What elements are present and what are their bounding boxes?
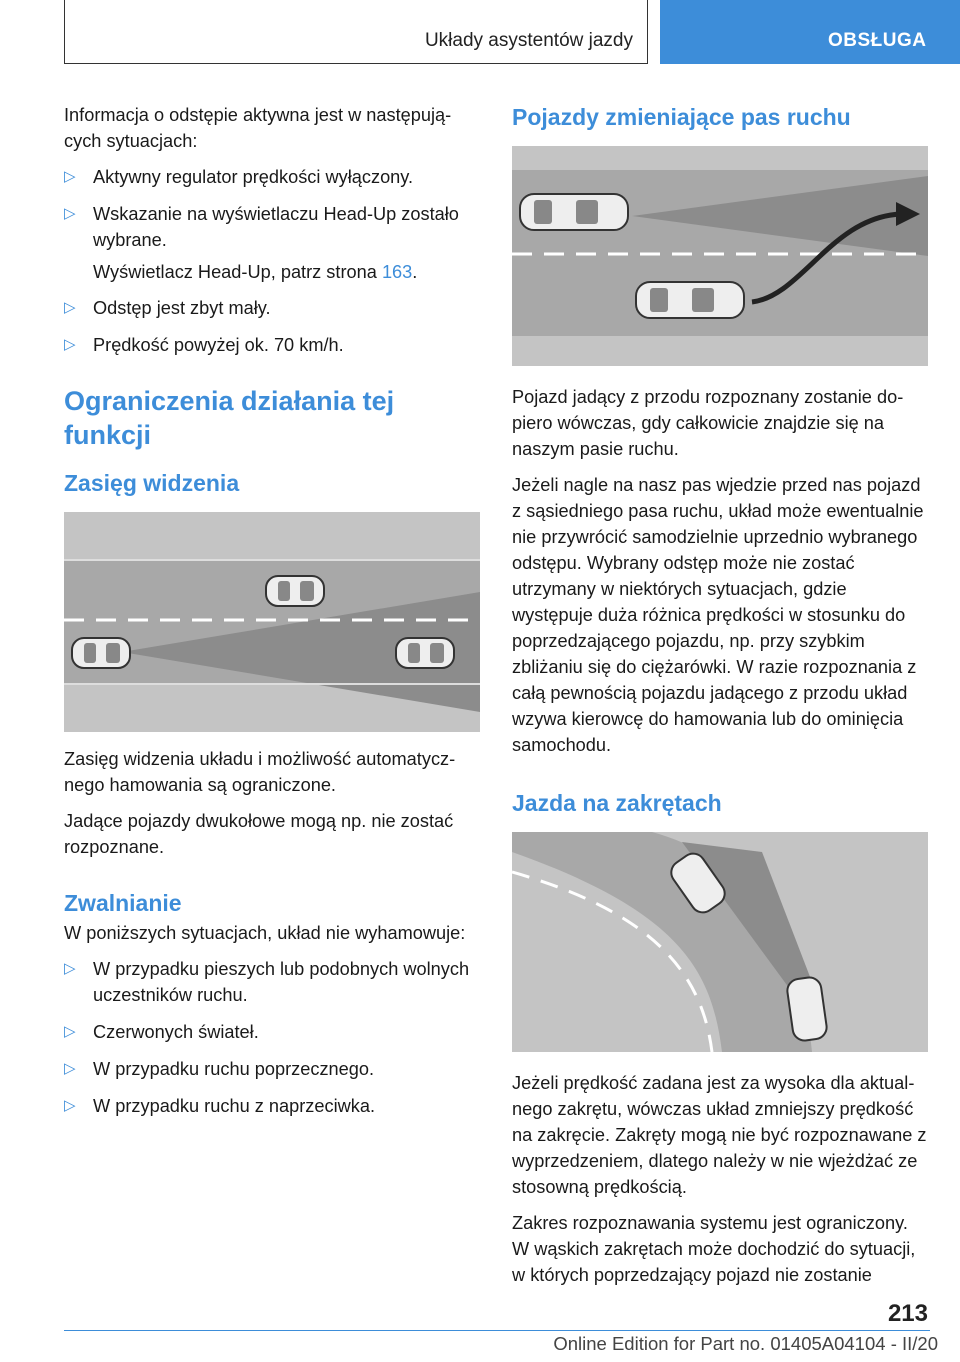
subsection-heading: Pojazdy zmieniające pas ruchu (512, 104, 851, 130)
subsection-heading: Zasięg widzenia (64, 470, 240, 496)
cross-reference: Wyświetlacz Head-Up, patrz strona 163. (93, 262, 418, 282)
range-paragraph-2: Jadące pojazdy dwukołowe mogą np. nie zostać rozpoznane. (64, 811, 454, 857)
subsection-heading: Jazda na zakrętach (512, 790, 722, 816)
curves-paragraph-2: Zakres rozpoznawania systemu jest ograniczony. W wąskich zakrętach może dochodzić do sytuacji, w których poprzedzający pojazd nie zostanie (512, 1213, 916, 1285)
list-item: ▷ Prędkość powyżej ok. 70 km/h. (64, 332, 480, 358)
distance-info-list (64, 164, 480, 253)
lane-paragraph-2: Jeżeli nagle na nasz pas wjedzie przed nas pojazd z sąsiedniego pasa ruchu, układ może ewentualnie nie przywrócić samodzielnie uprzednio wybranego odstępu. Wybrany odstęp może nie zostać utrzymany w niektórych sytuacjach, gdzie występuje duża różnica prędkości w stosunku do poprzedzającego pojazdu, np. przy szybkim zbliżaniu się do ciężarówki. W razie rozpoznania z całą pewnością pojazdu jadącego z przodu układ wzywa kierowcę do hamowania lub do ominięcia samochodu. (512, 475, 924, 755)
list-item: ▷ W przypadku pieszych lub podobnych wolnych uczestników ruchu. (64, 956, 480, 1008)
lane-paragraph-1: Pojazd jadący z przodu rozpoznany zostanie dopiero wówczas, gdy całkowicie znajdzie się na naszym pasie ruchu. (512, 387, 904, 459)
triangle-bullet-icon: ▷ (64, 1023, 76, 1040)
car-icon (266, 576, 324, 606)
list-item: ▷ W przypadku ruchu poprzecznego. (64, 1056, 480, 1082)
section-heading: Ograniczenia działania tej funkcji (64, 386, 395, 450)
curve-driving-illustration (512, 832, 928, 1052)
braking-list (64, 956, 480, 1119)
list-item: ▷ Odstęp jest zbyt mały. (64, 295, 480, 321)
page-link[interactable]: 163 (381, 262, 413, 282)
triangle-bullet-icon: ▷ (64, 205, 76, 222)
curves-paragraph-1: Jeżeli prędkość zadana jest za wysoka dla aktualnego zakrętu, wówczas układ zmniejszy prędkość na zakręcie. Zakręty mogą nie być rozpoznawane z wyprzedzeniem, dlatego należy w nie wjeżdżać ze stosowną prędkością. (512, 1073, 927, 1197)
header-title: Układy asystentów jazdy (424, 30, 633, 51)
triangle-bullet-icon: ▷ (64, 168, 76, 185)
car-icon (636, 282, 744, 318)
car-icon (396, 638, 454, 668)
list-item: ▷ Czerwonych świateł. (64, 1019, 480, 1045)
car-icon (520, 194, 628, 230)
distance-info-list-continued (64, 295, 480, 358)
subsection-heading: Zwalnianie (64, 890, 182, 916)
triangle-bullet-icon: ▷ (64, 1097, 76, 1114)
lane-change-illustration (512, 146, 928, 366)
braking-intro: W poniższych sytuacjach, układ nie wyhamowuje: (64, 923, 466, 943)
triangle-bullet-icon: ▷ (64, 960, 76, 977)
page-number: 213 (887, 1300, 928, 1327)
car-icon (72, 638, 130, 668)
triangle-bullet-icon: ▷ (64, 299, 76, 316)
triangle-bullet-icon: ▷ (64, 336, 76, 353)
triangle-bullet-icon: ▷ (64, 1060, 76, 1077)
header-box (64, 0, 648, 64)
range-paragraph-1: Zasięg widzenia układu i możliwość automatycznego hamowania są ograniczone. (64, 749, 456, 795)
range-of-vision-illustration (64, 512, 480, 732)
footer-divider (64, 1330, 930, 1331)
list-item: ▷ Aktywny regulator prędkości wyłączony. (64, 164, 480, 190)
left-column (64, 102, 480, 1130)
edition-note: Online Edition for Part no. 01405A04104 - II/20 (553, 1333, 938, 1354)
right-column (512, 102, 928, 1298)
list-item: ▷ Wskazanie na wyświetlaczu Head-Up zostało wybrane. (64, 201, 480, 253)
list-item: ▷ W przypadku ruchu z naprzeciwka. (64, 1093, 480, 1119)
section-tab (660, 0, 960, 64)
section-tab-label: OBSŁUGA (828, 30, 927, 51)
intro-paragraph: Informacja o odstępie aktywna jest w następujących sytuacjach: (64, 105, 452, 151)
